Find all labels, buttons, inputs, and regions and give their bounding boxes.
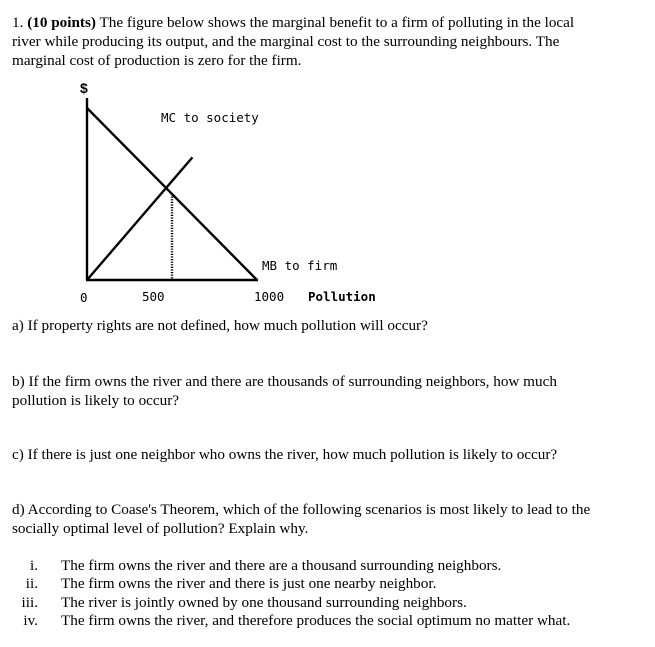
part-a: a) If property rights are not defined, how much pollution will occur? — [12, 317, 428, 334]
option-text-ii: The firm owns the river and there is just one nearby neighbor. — [61, 575, 437, 592]
question-points: (10 points) — [27, 14, 96, 31]
mc-label: MC to society — [161, 110, 259, 125]
option-numeral-ii: ii. — [25, 575, 38, 592]
pollution-figure — [0, 0, 655, 320]
part-b-line-1: b) If the firm owns the river and there are thousands of surrounding neighbors, how much — [12, 373, 557, 390]
option-numeral-iii: iii. — [21, 594, 38, 611]
y-axis-label: $ — [80, 80, 88, 96]
x-axis-label: Pollution — [308, 289, 376, 304]
option-numeral-i: i. — [29, 557, 38, 574]
question-number: 1. — [12, 14, 24, 31]
part-c: c) If there is just one neighbor who owns the river, how much pollution is likely to occur? — [12, 446, 558, 463]
question-intro-1: The figure below shows the marginal benefit to a firm of polluting in the local — [99, 14, 575, 31]
option-text-iii: The river is jointly owned by one thousand surrounding neighbors. — [61, 594, 467, 611]
option-text-i: The firm owns the river and there are a thousand surrounding neighbors. — [61, 557, 502, 574]
question-intro-2: river while producing its output, and the marginal cost to the surrounding neighbours. The — [12, 33, 560, 50]
x-tick-500: 500 — [142, 289, 165, 304]
question-intro-3: marginal cost of production is zero for the firm. — [12, 52, 302, 69]
mc-to-society-line — [87, 157, 192, 280]
option-numeral-iv: iv. — [23, 612, 38, 629]
part-d-line-2: socially optimal level of pollution? Explain why. — [12, 520, 309, 537]
x-tick-1000: 1000 — [254, 289, 285, 304]
part-b-line-2: pollution is likely to occur? — [12, 392, 180, 409]
x-origin-label: 0 — [80, 290, 88, 305]
part-d-line-1: d) According to Coase's Theorem, which of the following scenarios is most likely to lead to the — [12, 501, 591, 518]
mb-label: MB to firm — [262, 258, 338, 273]
option-text-iv: The firm owns the river, and therefore produces the social optimum no matter what. — [61, 612, 571, 629]
